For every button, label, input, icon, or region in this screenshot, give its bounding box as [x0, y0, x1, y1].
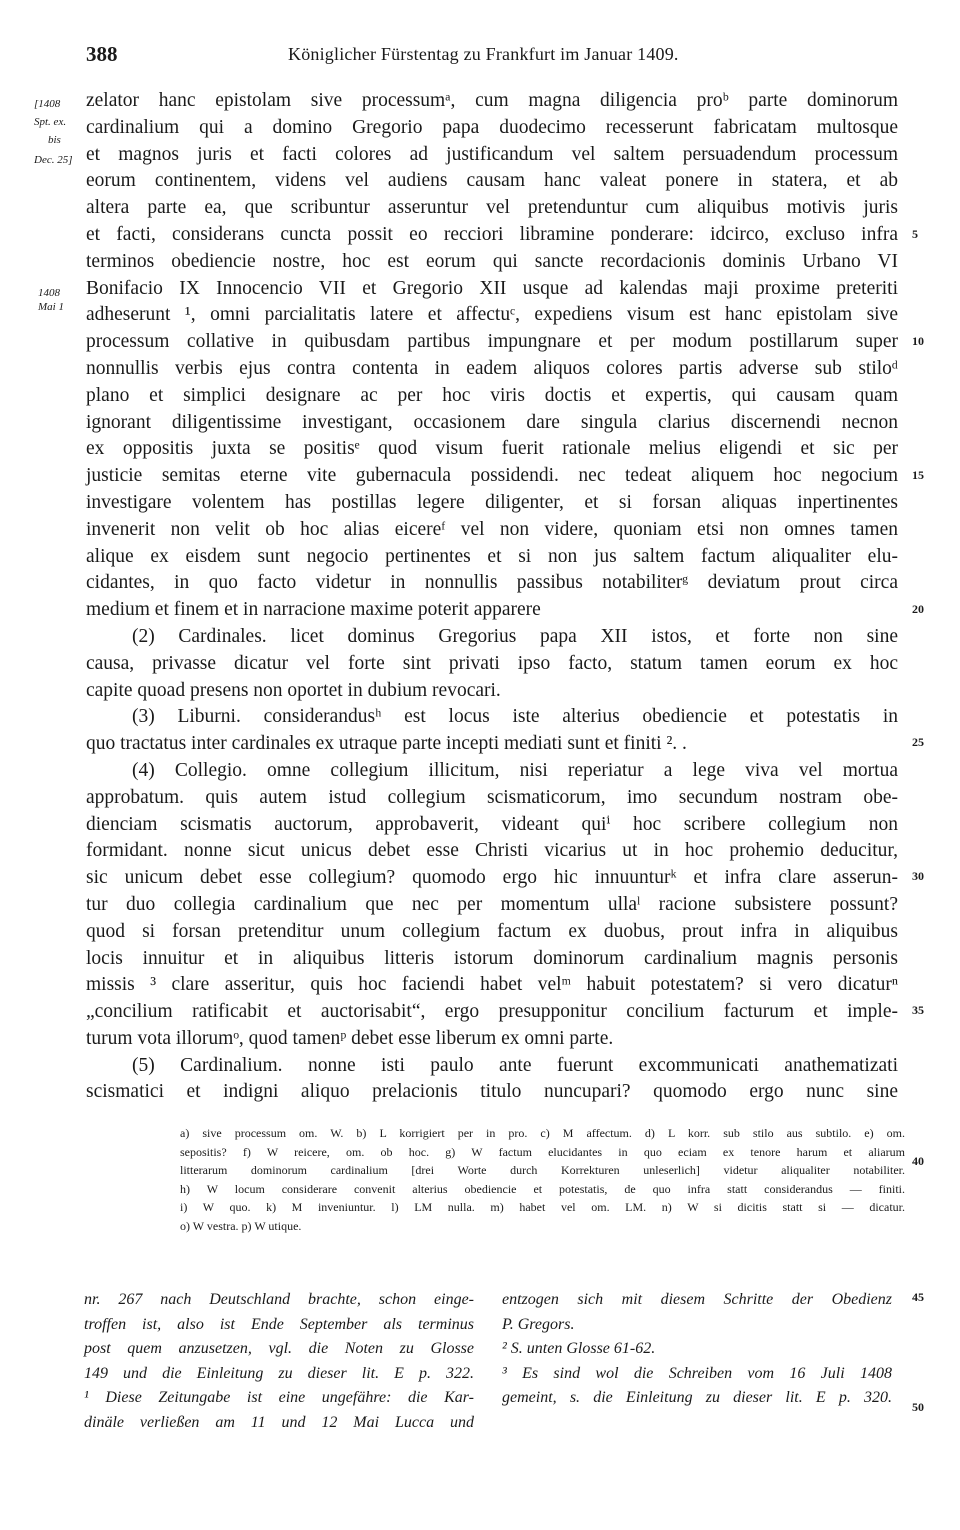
line-number: 30 [912, 869, 924, 883]
section-line: (5) Cardinalium. nonne isti paulo ante fuerunt excommunicati anathematizati [132, 1054, 898, 1076]
footnote-line: 149 und die Einleitung zu dieser lit. E p. 322. [84, 1364, 474, 1382]
text-line: medium et finem et in narracione maxime poterit apparere [86, 599, 541, 621]
main-text [86, 88, 898, 1106]
line-number: 20 [912, 602, 924, 616]
margin-date-note: Dec. 25] [34, 154, 73, 166]
text-line: tur duo collegia cardinalium que nec per momentum ullaˡ racione subsistere possunt? [86, 893, 898, 915]
text-line: eorum continentem, videns vel audiens causam hanc valeat ponere in statera, et ab [86, 170, 898, 192]
text-line: zelator hanc epistolam sive processumᵃ, cum magna diligencia proᵇ parte dominorum [86, 90, 898, 111]
text-line: investigare volentem has postillas legere diligenter, et si forsan aliquas inpertinentes [86, 491, 898, 513]
margin-date-note: [1408 [34, 98, 61, 110]
footnote-line: entzogen sich mit diesem Schritte der Obedienz [502, 1291, 892, 1308]
footnote-line: gemeint, s. die Einleitung zu dieser lit. E p. 320. [502, 1389, 892, 1406]
section-line: (3) Liburni. considerandusʰ est locus iste alterius obediencie et potestatis in [132, 706, 898, 728]
footnote-line: ² S. unten Glosse 61-62. [502, 1340, 656, 1357]
text-line: Bonifacio IX Innocencio VII et Gregorio XII usque ad kalendas maji proxime preteriti [86, 277, 898, 299]
footnotes-left-column [84, 1288, 474, 1435]
text-line: et facti, considerans cuncta possit eo recciori libramine ponderare: idcirco, excluso infra [86, 223, 898, 245]
margin-date-note: bis [48, 134, 61, 146]
footnote-line: post quem anzusetzen, vgl. die Noten zu Glosse [84, 1340, 474, 1357]
text-line: quod si forsan pretenditur unum collegium factum ex duobus, prout infra in aliquibus [86, 920, 898, 942]
footnote-line: troffen ist, also ist Ende September als terminus [84, 1315, 474, 1333]
text-line: turum vota illorumᵒ, quod tamenᵖ debet esse liberum ex omni parte. [86, 1027, 614, 1049]
line-number: 50 [912, 1400, 924, 1414]
text-line: nonnullis verbis ejus contra contenta in eadem aliquos colores partis adverse sub stiloᵈ [86, 357, 898, 379]
text-line: capite quoad presens non oportet in dubium revocari. [86, 679, 501, 701]
text-line: ignorant diligentissime investigant, occasionem dare singula clarius discernendi necnon [86, 411, 898, 433]
text-line: invenerit non velit ob hoc alias eicereᶠ vel non videre, quoniam etsi non omnes tamen [86, 518, 898, 540]
text-line: justicie semitas eterne vite gubernacula possidendi. nec tedeat aliquem hoc negocium [86, 465, 898, 487]
text-line: plano et simplici designare ac per hoc viris doctis et expertis, qui causam quam [86, 384, 898, 406]
apparatus-line: a) sive processum om. W. b) L korrigiert per in pro. c) M affectum. d) L korr. sub stilo aus subtilo. e) om. [180, 1126, 905, 1140]
running-head: Königlicher Fürstentag zu Frankfurt im Januar 1409. [288, 44, 679, 64]
text-line: altera parte ea, que scribuntur asseruntur vel pretenduntur cum aliquibus motivis juris [86, 197, 898, 219]
footnote-line: ³ Es sind wol die Schreiben vom 16 Juli 1408 [502, 1364, 892, 1382]
text-line: „concilium ratificabit et auctorisabit“, ergo presupponitur concilium facturum et imple- [86, 1001, 898, 1023]
line-number: 35 [912, 1003, 924, 1017]
text-line: sic unicum debet esse collegium? quomodo ergo hic innuunturᵏ et infra clare asserun- [86, 867, 898, 889]
apparatus-line: o) W vestra. p) W utique. [180, 1218, 302, 1233]
section-line: (2) Cardinales. licet dominus Gregorius papa XII istos, et forte non sine [132, 625, 898, 647]
margin-date-note: Mai 1 [38, 301, 64, 313]
text-line: dienciam scismatis auctorum, approbaverit, videant quiⁱ hoc scribere collegium non [86, 813, 898, 835]
apparatus-line: sepositis? f) W reicere, om. ob hoc. g) W factum elucidantes in quo eciam ex tenore harum et aliarum [180, 1144, 905, 1159]
line-number: 15 [912, 468, 924, 482]
apparatus-line: litterarum dominorum cardinalium [drei Worte durch Korrekturen unleserlich] videtur aliqualiter notabiliter. [180, 1163, 905, 1178]
text-line: et magnos juris et facti colores ad justificandum vel saltem persuadendum processum [86, 143, 898, 165]
text-line: approbatum. quis autem istud collegium scismaticorum, imo secundum nostram obe- [86, 786, 898, 808]
margin-date-note: 1408 [38, 287, 60, 299]
text-line: terminos obediencie nostre, hoc est eorum qui sancte recordacionis dominis Urbano VI [86, 250, 898, 272]
text-line: formidant. nonne sicut unicus debet esse Christi vicarius ut in hoc prohemio deducitur, [86, 840, 898, 862]
text-line: causa, privasse dicatur vel forte sint privati ipso facto, statum tamen eorum ex hoc [86, 652, 898, 674]
line-number: 25 [912, 735, 924, 749]
footnote-line: P. Gregors. [502, 1315, 575, 1333]
line-number: 10 [912, 334, 924, 348]
text-line: cardinalium qui a domino Gregorio papa duodecimo recesserunt fabricatam multosque [86, 116, 898, 138]
text-line: scismatici et indigni aliquo prelacionis titulo nuncupari? quomodo ergo nunc sine [86, 1081, 898, 1103]
margin-date-note: Spt. ex. [34, 116, 67, 128]
line-number: 5 [912, 227, 918, 241]
footnote-line: ¹ Diese Zeitungabe ist eine ungefähre: die Kar- [84, 1389, 474, 1406]
text-line: cidantes, in quo facto videtur in nonnullis passibus notabiliterᵍ deviatum prout circa [86, 572, 898, 594]
text-line: adheserunt ¹, omni parcialitatis latere et affectuᶜ, expediens visum est hanc epistolam sive [86, 304, 898, 326]
footnote-line: nr. 267 nach Deutschland brachte, schon einge- [84, 1291, 474, 1308]
apparatus-line: i) W quo. k) M inveniuntur. l) LM nulla. m) habet vel om. LM. n) W si dicitis statt si — dicatur. [180, 1200, 905, 1215]
text-line: ex oppositis juxta se positisᵉ quod visum fuerit rationale melius eligendi et sic per [86, 438, 898, 460]
page-header [86, 42, 896, 72]
section-line: (4) Collegio. omne collegium illicitum, nisi reperiatur a lege viva vel mortua [132, 759, 898, 781]
critical-apparatus [180, 1124, 905, 1236]
footnote-line: dinäle verließen am 11 und 12 Mai Lucca und [84, 1413, 474, 1431]
text-line: quo tractatus inter cardinales ex utraque parte incepti mediati sunt et finiti ². . [86, 733, 687, 755]
footnotes-right-column [502, 1288, 892, 1411]
apparatus-line: h) W locum considerare convenit alterius obediencie et potestatis, de quo infra statt considerandus — finiti. [180, 1181, 905, 1196]
text-line: alique ex eisdem sunt negocio pertinentes et si non jus saltem factum aliqualiter elu- [86, 545, 898, 567]
text-line: processum collative in quibusdam partibus impungnare et per modum postillarum super [86, 331, 898, 353]
text-line: missis ³ clare asseritur, quis hoc faciendi habet velᵐ habuit potestatem? si vero dicaturⁿ [86, 974, 898, 996]
line-number: 40 [912, 1154, 924, 1168]
text-line: locis innuitur et in aliquibus litteris istorum dominorum cardinalium magnis personis [86, 947, 898, 969]
page-number: 388 [86, 42, 118, 66]
line-number: 45 [912, 1290, 924, 1304]
